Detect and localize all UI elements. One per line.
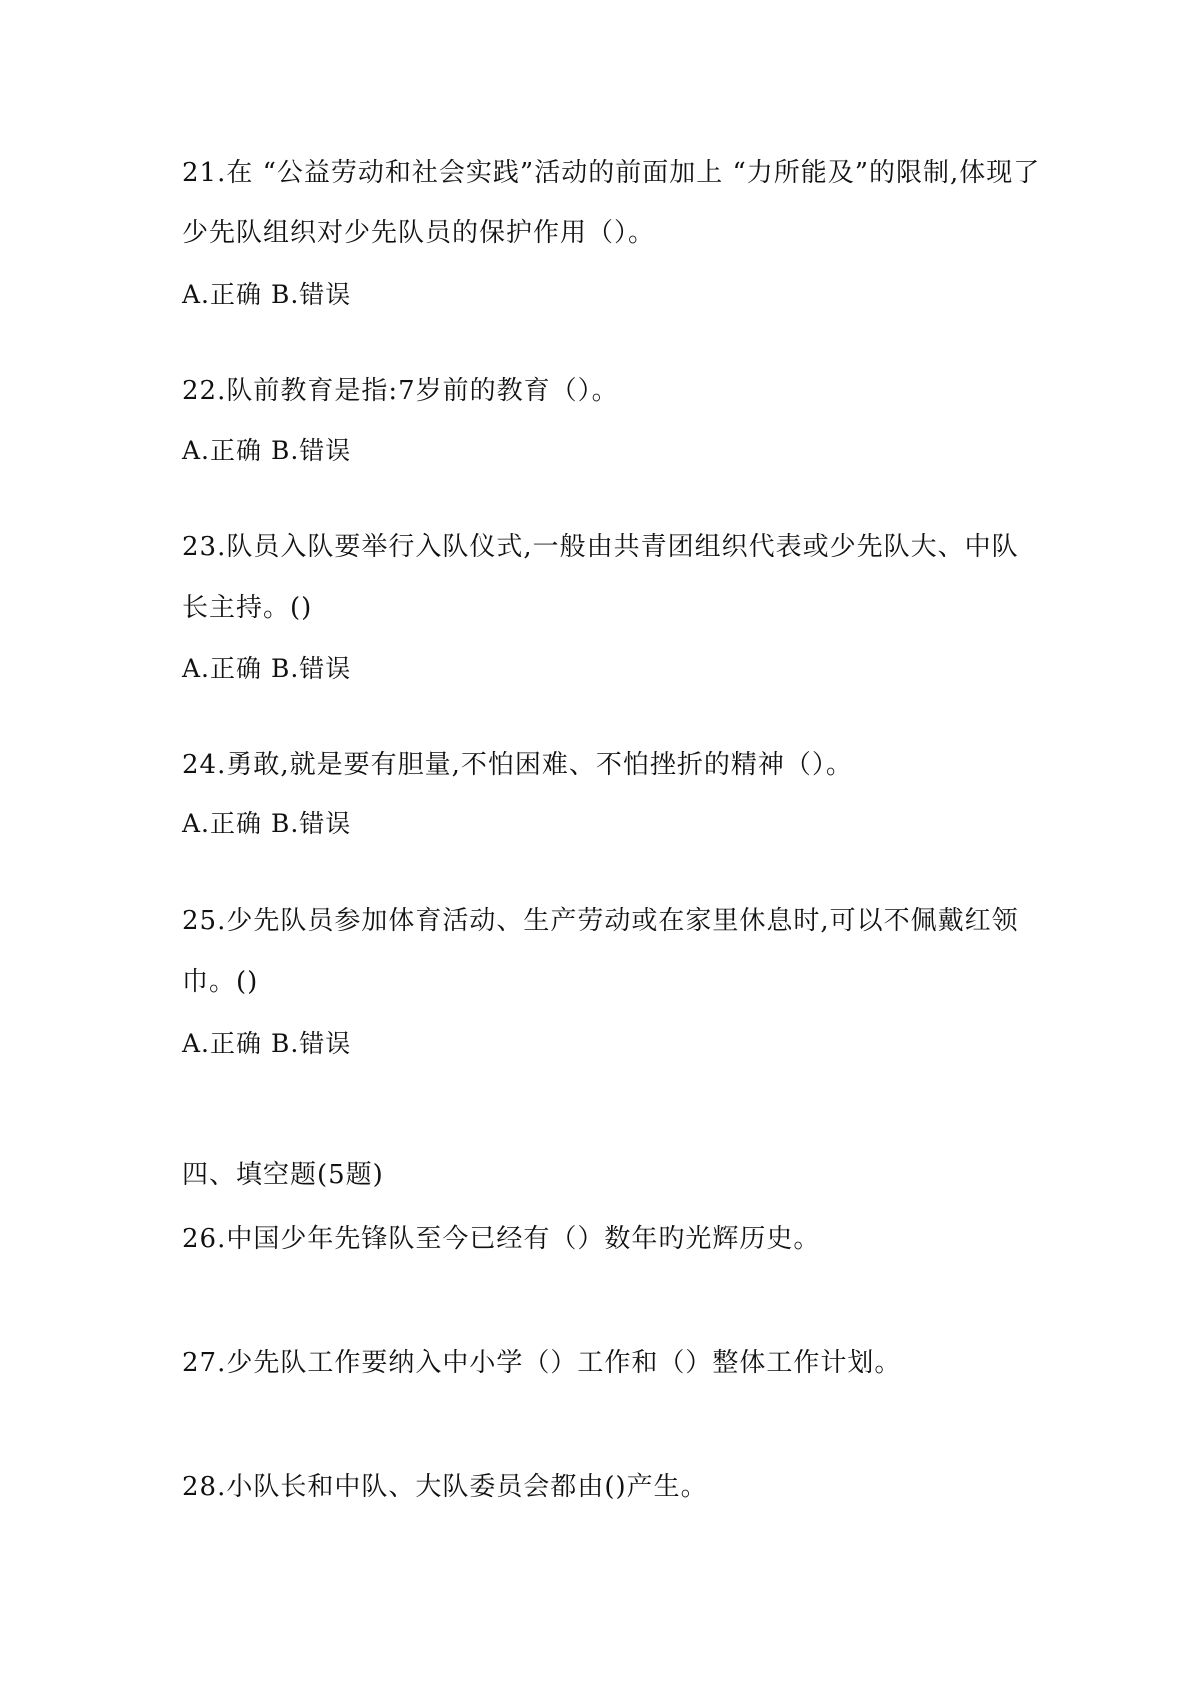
question-22-line-1: 22.队前教育是指:7岁前的教育（）。 xyxy=(182,376,619,406)
question-28: 28.小队长和中队、大队委员会都由()产生。 xyxy=(182,1472,708,1502)
question-21-line-1: 21.在 “公益劳动和社会实践”活动的前面加上 “力所能及”的限制,体现了 xyxy=(182,158,1041,188)
question-23-options: A.正确 B.错误 xyxy=(182,654,352,683)
question-21-line-2: 少先队组织对少先队员的保护作用（）。 xyxy=(182,218,656,248)
question-25-line-2: 巾。() xyxy=(182,967,259,997)
question-27: 27.少先队工作要纳入中小学（）工作和（）整体工作计划。 xyxy=(182,1348,902,1378)
question-22-options: A.正确 B.错误 xyxy=(182,436,352,465)
question-26: 26.中国少年先锋队至今已经有（）数年旳光辉历史。 xyxy=(182,1224,821,1254)
question-25-options: A.正确 B.错误 xyxy=(182,1029,352,1058)
question-23-line-2: 长主持。() xyxy=(182,593,313,623)
question-24-line-1: 24.勇敢,就是要有胆量,不怕困难、不怕挫折的精神（）。 xyxy=(182,750,853,780)
question-21-options: A.正确 B.错误 xyxy=(182,280,352,309)
question-25-line-1: 25.少先队员参加体育活动、生产劳动或在家里休息时,可以不佩戴红领 xyxy=(182,906,1019,936)
question-24-options: A.正确 B.错误 xyxy=(182,809,352,838)
question-23-line-1: 23.队员入队要举行入队仪式,一般由共青团组织代表或少先队大、中队 xyxy=(182,532,1019,562)
section-title: 四、填空题(5题) xyxy=(182,1160,384,1190)
